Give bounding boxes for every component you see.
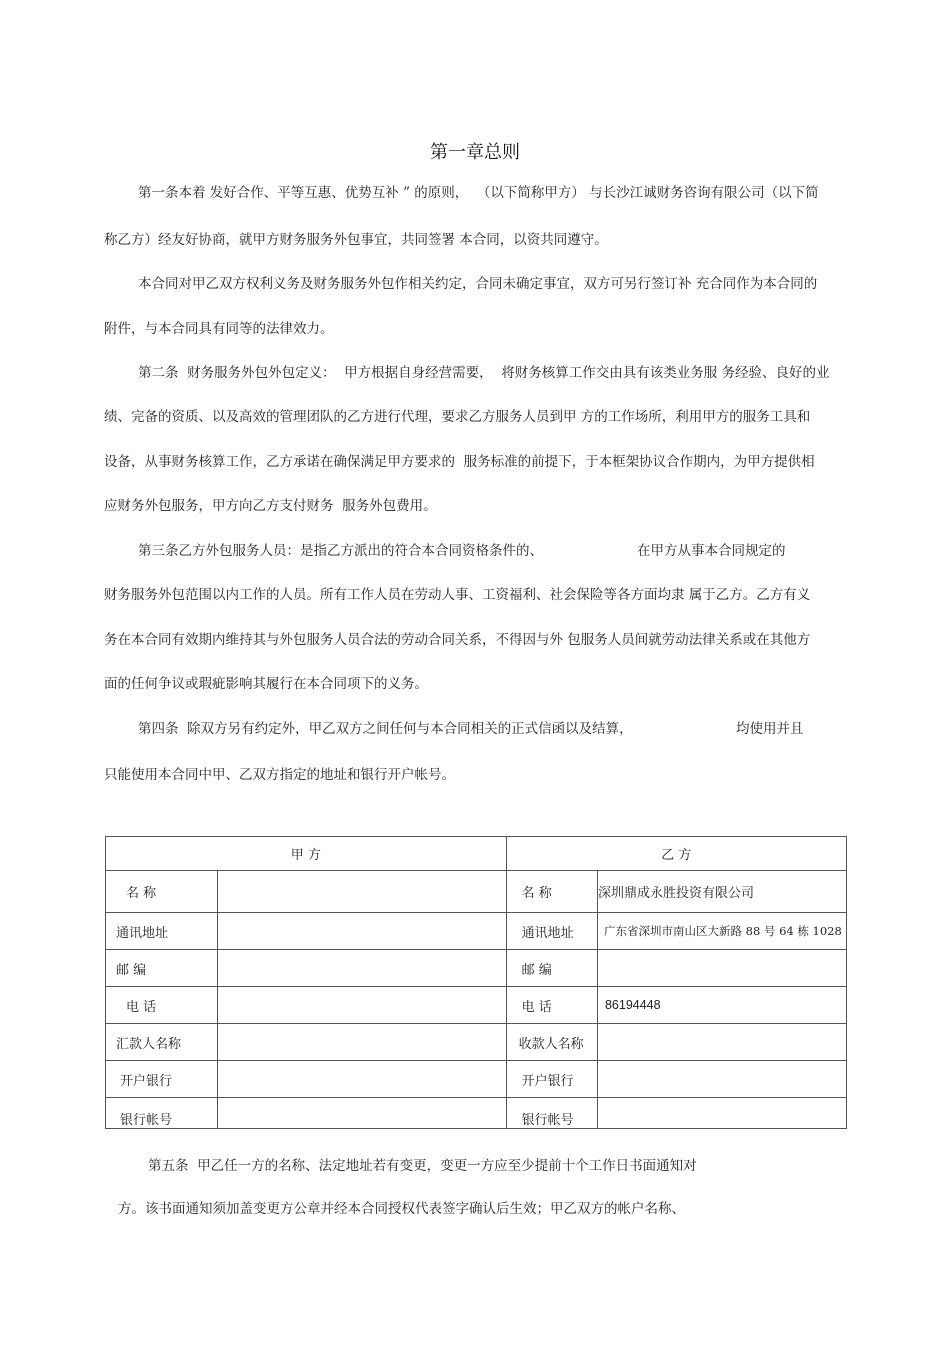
party-b-address-value: 广东省深圳市南山区大新路 88 号 64 栋 1028 [597,913,846,950]
paragraph-line: 第三条乙方外包服务人员：是指乙方派出的符合本合同资格条件的、 [138,543,543,559]
party-b-name-value: 深圳鼎成永胜投资有限公司 [597,871,846,913]
party-b-payee-value [597,1024,846,1061]
party-b-name-label: 名 称 [506,871,597,913]
paragraph-line: 务在本合同有效期内维持其与外包服务人员合法的劳动合同关系，不得因与外 包服务人员间就劳动法律关系或在其他方 [104,632,811,648]
party-a-postcode-label: 邮 编 [106,950,218,987]
party-b-bank-value [597,1061,846,1098]
party-a-header: 甲 方 [106,837,507,871]
table-row [106,1024,847,1061]
party-a-phone-label: 电 话 [106,987,218,1024]
paragraph-line: 设备，从事财务核算工作，乙方承诺在确保满足甲方要求的 服务标准的前提下，于本框架协议合作期内，为甲方提供相 [104,454,815,470]
party-b-phone-label: 电 话 [506,987,597,1024]
paragraph-line: 第一条本着 发好合作、平等互惠、优势互补 ” 的原则， （以下简称甲方） 与长沙江诚财务咨询有限公司（以下简 [138,185,819,201]
party-b-bank-label: 开户银行 [506,1061,597,1098]
table-row [106,913,847,950]
party-a-remitter-value [218,1024,506,1061]
party-a-remitter-label: 汇款人名称 [106,1024,218,1061]
paragraph-line: 称乙方）经友好协商，就甲方财务服务外包事宜，共同签署 本合同，以资共同遵守。 [104,232,608,248]
paragraph-line: 财务服务外包范围以内工作的人员。所有工作人员在劳动人事、工资福利、社会保险等各方面均隶 属于乙方。乙方有义 [104,587,811,603]
party-b-postcode-value [597,950,846,987]
party-a-address-label: 通讯地址 [106,913,218,950]
table-row [106,1061,847,1098]
paragraph-line: 面的任何争议或瑕疵影响其履行在本合同项下的义务。 [104,676,428,692]
party-a-bank-value [218,1061,506,1098]
party-b-postcode-label: 邮 编 [506,950,597,987]
paragraph-line: 第五条 甲乙任一方的名称、法定地址若有变更，变更一方应至少提前十个工作日书面通知对 [148,1158,697,1174]
party-a-postcode-value [218,950,506,987]
party-b-account-label: 银行帐号 [506,1098,597,1129]
party-a-name-label: 名 称 [106,871,218,913]
paragraph-line: 第四条 除双方另有约定外，甲乙双方之间任何与本合同相关的正式信函以及结算， [138,721,633,737]
party-a-address-value [218,913,506,950]
party-b-header: 乙 方 [506,837,846,871]
party-b-payee-label: 收款人名称 [506,1024,597,1061]
paragraph-line: 绩、完备的资质、以及高效的管理团队的乙方进行代理，要求乙方服务人员到甲 方的工作场所，利用甲方的服务工具和 [104,409,811,425]
paragraph-line: 在甲方从事本合同规定的 [637,543,786,559]
paragraph-line: 方。该书面通知须加盖变更方公章并经本合同授权代表签字确认后生效；甲乙双方的帐户名称、 [118,1201,685,1217]
table-row [106,987,847,1024]
paragraph-line: 只能使用本合同中甲、乙双方指定的地址和银行开户帐号。 [104,767,455,783]
chapter-title: 第一章总则 [430,142,520,163]
party-a-account-label: 银行帐号 [106,1098,218,1129]
paragraph-line: 第二条 财务服务外包外包定义： 甲方根据自身经营需要， 将财务核算工作交由具有该类业务服 务经验、良好的业 [138,365,830,381]
party-a-name-value [218,871,506,913]
paragraph-line: 均使用并且 [736,721,804,737]
party-a-phone-value [218,987,506,1024]
paragraph-line: 应财务外包服务，甲方向乙方支付财务 服务外包费用。 [104,498,437,514]
paragraph-line: 附件，与本合同具有同等的法律效力。 [104,321,334,337]
party-info-table [105,836,847,1129]
party-b-address-label: 通讯地址 [506,913,597,950]
table-row [106,950,847,987]
party-a-bank-label: 开户银行 [106,1061,218,1098]
party-b-phone-value: 86194448 [597,987,846,1024]
table-row [106,871,847,913]
paragraph-line: 本合同对甲乙双方权利义务及财务服务外包作相关约定，合同未确定事宜，双方可另行签订补 充合同作为本合同的 [138,276,818,292]
table-row [106,1098,847,1129]
party-b-account-value [597,1098,846,1129]
party-a-account-value [218,1098,506,1129]
